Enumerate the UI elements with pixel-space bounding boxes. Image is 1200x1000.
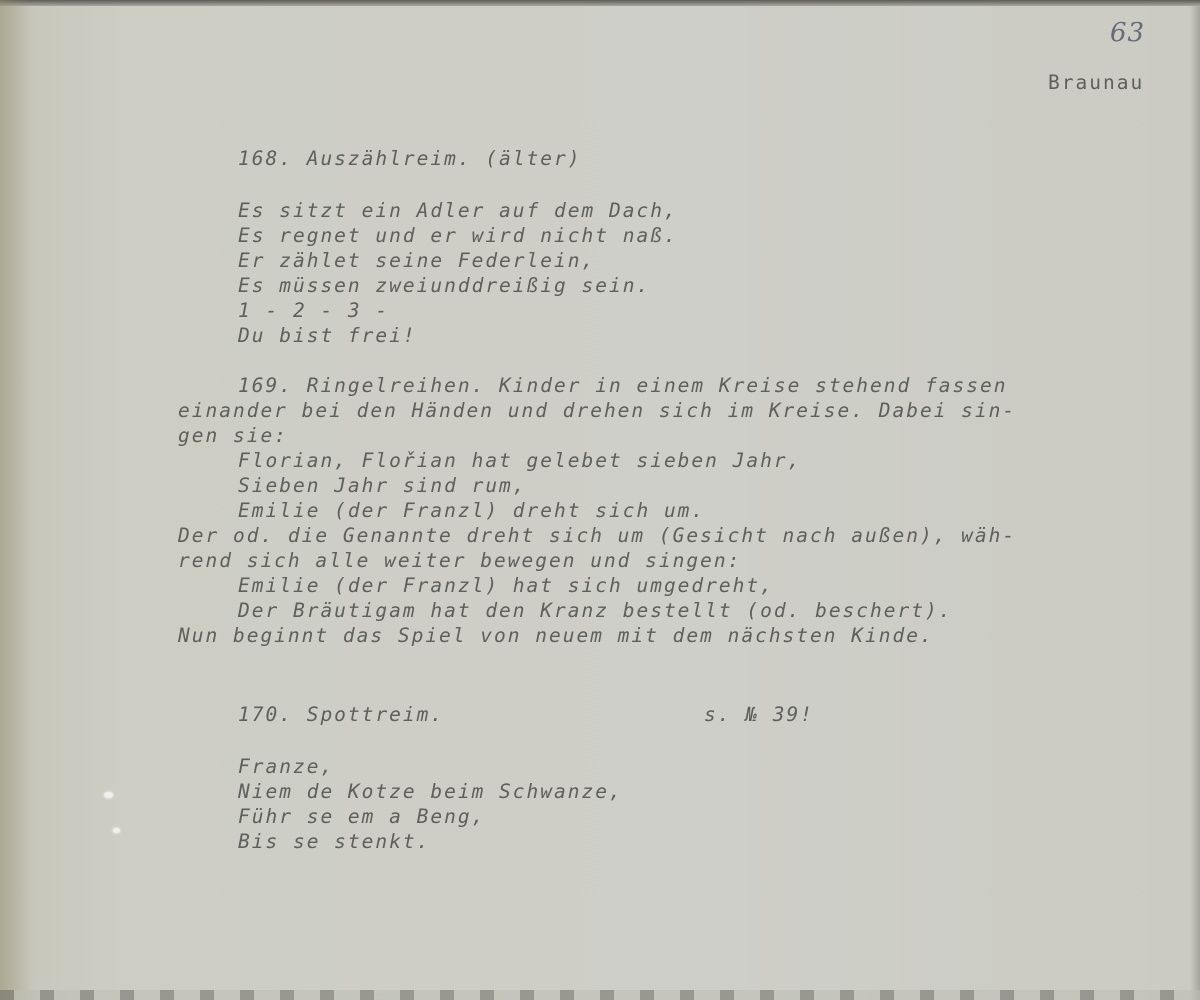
section-170-reference: s. № 39!: [704, 703, 814, 726]
verse-line: Emilie (der Franzl) dreht sich um.: [238, 499, 706, 522]
paper-left-discoloration: [0, 0, 30, 1000]
section-168-heading: 168. Auszählreim. (älter): [238, 147, 582, 170]
page-number: 63: [1110, 18, 1146, 48]
scan-top-edge: [0, 0, 1200, 6]
verse-line: Es sitzt ein Adler auf dem Dach,: [238, 199, 678, 222]
paper-blemish: [113, 828, 120, 833]
scan-bottom-edge: [0, 990, 1200, 1000]
section-169-text-line: gen sie:: [178, 424, 288, 447]
section-169-text-line: Der od. die Genannte dreht sich um (Gesicht nach außen), wäh-: [178, 524, 1017, 547]
verse-line: Er zählet seine Federlein,: [238, 249, 596, 272]
paper-blemish: [104, 792, 113, 798]
verse-line: Florian, Flořian hat gelebet sieben Jahr,: [238, 449, 802, 472]
verse-line: Sieben Jahr sind rum,: [238, 474, 527, 497]
verse-line: Führ se em a Beng,: [238, 805, 486, 828]
verse-line: Es regnet und er wird nicht naß.: [238, 224, 678, 247]
section-169-text-line: einander bei den Händen und drehen sich im Kreise. Dabei sin-: [178, 399, 1017, 422]
location-header: Braunau: [1048, 71, 1145, 94]
verse-line: Niem de Kotze beim Schwanze,: [238, 780, 623, 803]
verse-line: Bis se stenkt.: [238, 830, 431, 853]
verse-line: Emilie (der Franzl) hat sich umgedreht,: [238, 574, 774, 597]
verse-line: Der Bräutigam hat den Kranz bestellt (od. beschert).: [238, 599, 953, 622]
section-169-text-line: 169. Ringelreihen. Kinder in einem Kreise stehend fassen: [238, 374, 1008, 397]
section-169-text-line: rend sich alle weiter bewegen und singen:: [178, 549, 742, 572]
section-169-text-line: Nun beginnt das Spiel von neuem mit dem nächsten Kinde.: [178, 624, 934, 647]
verse-line: 1 - 2 - 3 -: [238, 299, 390, 322]
verse-line: Es müssen zweiunddreißig sein.: [238, 274, 651, 297]
verse-line: Franze,: [238, 755, 335, 778]
section-170-heading: 170. Spottreim.: [238, 703, 445, 726]
verse-line: Du bist frei!: [238, 324, 417, 347]
